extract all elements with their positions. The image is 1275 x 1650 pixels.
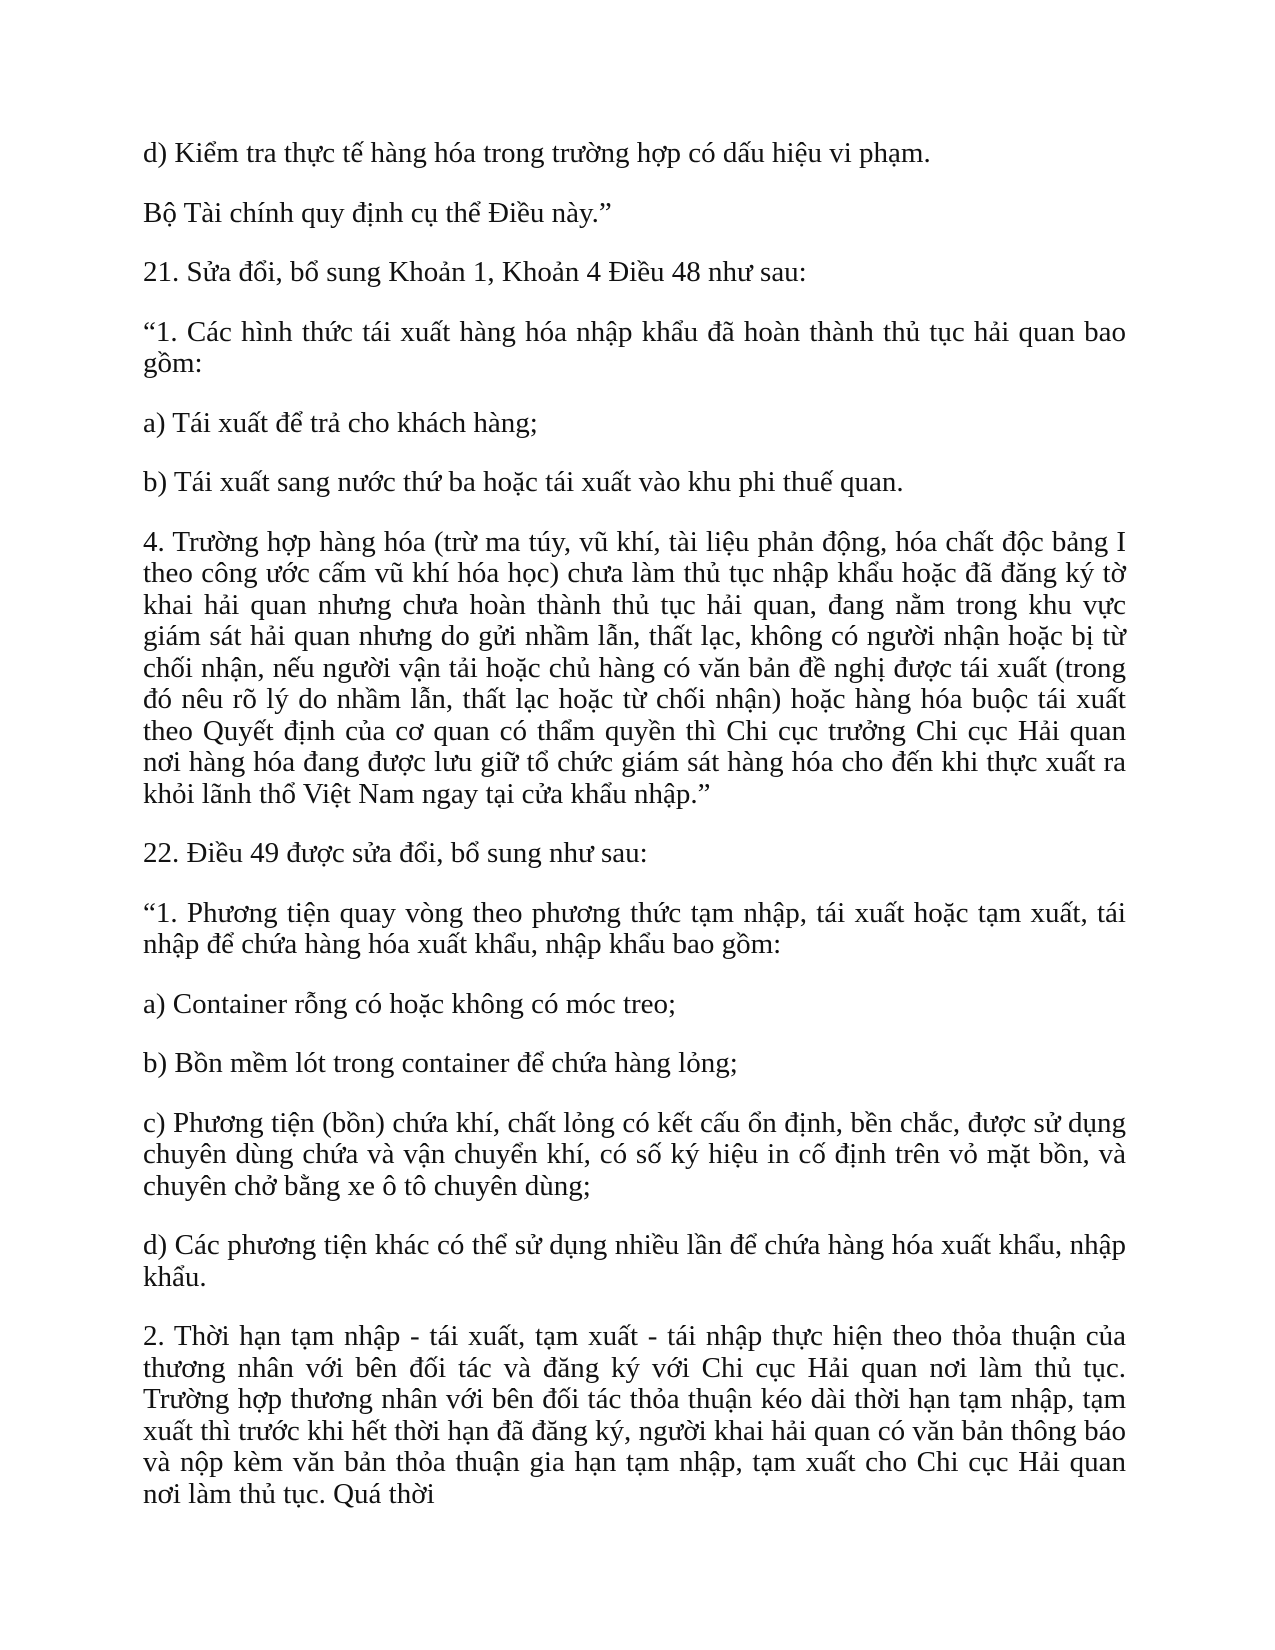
paragraph-point-b-tai-xuat: b) Tái xuất sang nước thứ ba hoặc tái xuất vào khu phi thuế quan.: [143, 466, 904, 498]
paragraph-item-22-heading: 22. Điều 49 được sửa đổi, bổ sung như sau:: [143, 837, 648, 869]
paragraph-point-d-kiem-tra: d) Kiểm tra thực tế hàng hóa trong trường hợp có dấu hiệu vi phạm.: [143, 137, 931, 169]
paragraph-item-21-heading: 21. Sửa đổi, bổ sung Khoản 1, Khoản 4 Điều 48 như sau:: [143, 256, 807, 288]
paragraph-point-d-phuong-tien-khac: d) Các phương tiện khác có thể sử dụng nhiều lần để chứa hàng hóa xuất khẩu, nhập khẩu.: [143, 1229, 1126, 1293]
paragraph-clause-2-thoi-han: 2. Thời hạn tạm nhập - tái xuất, tạm xuất - tái nhập thực hiện theo thỏa thuận của thương nhân với bên đối tác và đăng ký với Chi cục Hải quan nơi làm thủ tục. Trường hợp thương nhân với bên đối tác thỏa thuận kéo dài thời hạn tạm nhập, tạm xuất thì trước khi hết thời hạn đã đăng ký, người khai hải quan có văn bản thông báo và nộp kèm văn bản thỏa thuận gia hạn tạm nhập, tạm xuất cho Chi cục Hải quan nơi làm thủ tục. Quá thời: [143, 1320, 1126, 1510]
paragraph-clause-4-dieu-48: 4. Trường hợp hàng hóa (trừ ma túy, vũ khí, tài liệu phản động, hóa chất độc bảng I theo công ước cấm vũ khí hóa học) chưa làm thủ tục nhập khẩu hoặc đã đăng ký tờ khai hải quan nhưng chưa hoàn thành thủ tục hải quan, đang nằm trong khu vực giám sát hải quan nhưng do gửi nhầm lẫn, thất lạc, không có người nhận hoặc bị từ chối nhận, nếu người vận tải hoặc chủ hàng có văn bản đề nghị được tái xuất (trong đó nêu rõ lý do nhầm lẫn, thất lạc hoặc từ chối nhận) hoặc hàng hóa buộc tái xuất theo Quyết định của cơ quan có thẩm quyền thì Chi cục trưởng Chi cục Hải quan nơi hàng hóa đang được lưu giữ tổ chức giám sát hàng hóa cho đến khi thực xuất ra khỏi lãnh thổ Việt Nam ngay tại cửa khẩu nhập.”: [143, 525, 1126, 810]
paragraph-point-a-tai-xuat: a) Tái xuất để trả cho khách hàng;: [143, 406, 538, 439]
paragraph-clause-1-dieu-49: “1. Phương tiện quay vòng theo phương thức tạm nhập, tái xuất hoặc tạm xuất, tái nhập để chứa hàng hóa xuất khẩu, nhập khẩu bao gồm:: [143, 896, 1126, 960]
paragraph-point-c-phuong-tien-bon: c) Phương tiện (bồn) chứa khí, chất lỏng có kết cấu ổn định, bền chắc, được sử dụng chuyên dùng chứa và vận chuyển khí, có số ký hiệu in cố định trên vỏ mặt bồn, và chuyên chở bằng xe ô tô chuyên dùng;: [143, 1106, 1126, 1202]
paragraph-clause-1-dieu-48: “1. Các hình thức tái xuất hàng hóa nhập khẩu đã hoàn thành thủ tục hải quan bao gồm:: [143, 315, 1126, 379]
document-page: [143, 138, 1126, 1538]
paragraph-point-a-container: a) Container rỗng có hoặc không có móc treo;: [143, 987, 677, 1020]
paragraph-bo-tai-chinh: Bộ Tài chính quy định cụ thể Điều này.”: [143, 196, 612, 229]
paragraph-point-b-bon-mem: b) Bồn mềm lót trong container để chứa hàng lỏng;: [143, 1047, 738, 1079]
